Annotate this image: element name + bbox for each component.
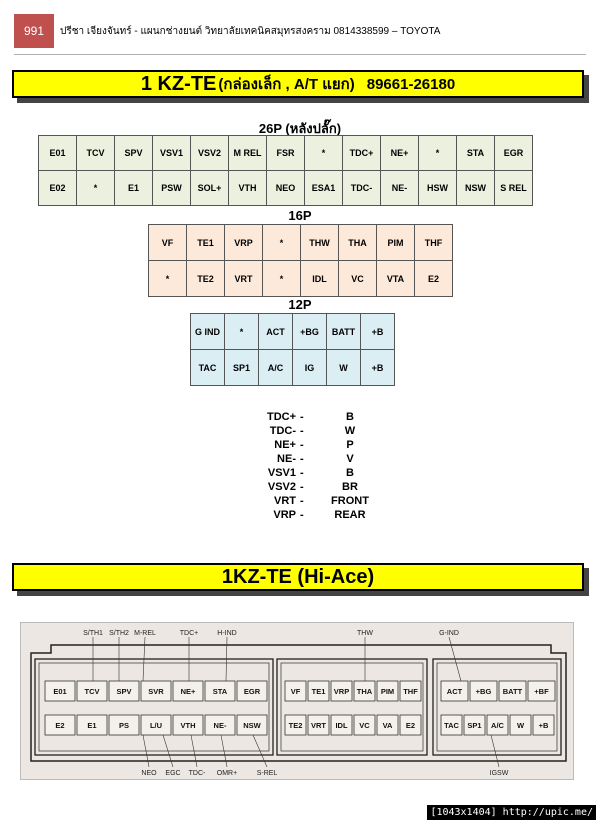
diagram-pin-label: SP1 xyxy=(467,721,482,730)
wire-color: B xyxy=(346,411,354,423)
diagram-pin-label: A/C xyxy=(491,721,504,730)
wire-pin: NE+ xyxy=(274,439,296,451)
wire-dash: - xyxy=(300,411,304,423)
diagram-callout-label: NEO xyxy=(141,770,157,777)
connector12-pin-cell: ACT xyxy=(259,314,293,350)
connector12-row xyxy=(191,350,395,386)
diagram-pin-label: THA xyxy=(356,687,373,696)
diagram-pin-label: PS xyxy=(118,721,130,730)
hiace-banner xyxy=(12,563,584,591)
wire-pin: TDC+ xyxy=(266,411,296,423)
connector16-pin-cell: E2 xyxy=(415,261,453,297)
connector16-pin-cell: THW xyxy=(301,225,339,261)
connector26-pin-cell: VTH xyxy=(229,171,267,206)
connector26-pin-cell: SOL+ xyxy=(191,171,229,206)
connector26-table xyxy=(38,135,533,206)
page-number-badge: 991 xyxy=(14,14,54,48)
connector12-pin-cell: G IND xyxy=(191,314,225,350)
diagram-pin-label: NSW xyxy=(243,721,261,730)
connector26-row xyxy=(39,171,533,206)
connector16-title: 16P xyxy=(288,208,312,223)
diagram-pin-label: VTH xyxy=(180,721,196,730)
wire-color-row xyxy=(240,466,380,480)
connector26-pin-cell: * xyxy=(77,171,115,206)
wire-dash: - xyxy=(300,495,304,507)
wire-color: B xyxy=(346,467,354,479)
wire-color-row xyxy=(240,424,380,438)
connector16-pin-cell: TE2 xyxy=(187,261,225,297)
header-text: ปรีชา เจียงจันทร์ - แผนกช่างยนต์ วิทยาลัยเทคนิคสมุทรสงคราม 0814338599 – TOYOTA xyxy=(60,26,441,37)
diagram-pin-label: VRP xyxy=(333,687,350,696)
wire-dash: - xyxy=(300,425,304,437)
connector26-pin-cell: M REL xyxy=(229,136,267,171)
wire-dash: - xyxy=(300,481,304,493)
connector16-pin-cell: THA xyxy=(339,225,377,261)
connector16-pin-cell: VF xyxy=(149,225,187,261)
diagram-pin-label: +BF xyxy=(534,687,549,696)
diagram-pin-label: IDL xyxy=(335,721,348,730)
diagram-callout-label: IGSW xyxy=(489,770,509,777)
diagram-pin-label: SVR xyxy=(148,687,164,696)
wire-color-list xyxy=(240,410,380,522)
diagram-pin-label: W xyxy=(516,721,525,730)
connector26-pin-cell: * xyxy=(419,136,457,171)
connector12-pin-cell: SP1 xyxy=(225,350,259,386)
connector16-pin-cell: TE1 xyxy=(187,225,225,261)
diagram-callout-label: G-IND xyxy=(439,630,459,637)
connector26-pin-cell: E02 xyxy=(39,171,77,206)
wire-pin: NE- xyxy=(277,453,296,465)
connector-diagram xyxy=(20,622,574,780)
connector26-pin-cell: * xyxy=(305,136,343,171)
connector12-row xyxy=(191,314,395,350)
wire-color: REAR xyxy=(334,509,366,521)
wire-color-row xyxy=(240,494,380,508)
connector16-pin-cell: VTA xyxy=(377,261,415,297)
wire-pin: VSV2 xyxy=(267,481,296,493)
connector16-pin-cell: * xyxy=(263,261,301,297)
diagram-pin-label: VF xyxy=(290,687,301,696)
connector26-pin-cell: ESA1 xyxy=(305,171,343,206)
diagram-pin-label: STA xyxy=(212,687,228,696)
connector26-pin-cell: HSW xyxy=(419,171,457,206)
diagram-pin-label: +BG xyxy=(475,687,492,696)
diagram-callout-label: TDC- xyxy=(188,770,206,777)
connector16-pin-cell: VRP xyxy=(225,225,263,261)
connector26-pin-cell: TDC- xyxy=(343,171,381,206)
wire-color: V xyxy=(346,453,354,465)
diagram-pin-label: VA xyxy=(382,721,393,730)
connector12-pin-cell: IG xyxy=(293,350,327,386)
model-banner xyxy=(12,70,584,98)
connector16-pin-cell: VRT xyxy=(225,261,263,297)
connector26-pin-cell: TDC+ xyxy=(343,136,381,171)
wire-pin: VRT xyxy=(274,495,296,507)
diagram-pin-label: BATT xyxy=(502,687,523,696)
wire-dash: - xyxy=(300,439,304,451)
diagram-pin-label: TCV xyxy=(84,687,100,696)
diagram-pin-label: TAC xyxy=(444,721,459,730)
diagram-pin-label: ACT xyxy=(446,687,463,696)
diagram-pin-label: SPV xyxy=(116,687,132,696)
diagram-callout-label: H-IND xyxy=(217,630,237,637)
wire-dash: - xyxy=(300,467,304,479)
connector16-pin-cell: IDL xyxy=(301,261,339,297)
diagram-pin-label: E01 xyxy=(53,687,67,696)
diagram-pin-label: E1 xyxy=(87,721,97,730)
wire-dash: - xyxy=(300,453,304,465)
connector26-pin-cell: PSW xyxy=(153,171,191,206)
diagram-callout-label: S/TH2 xyxy=(109,630,129,637)
connector12-pin-cell: BATT xyxy=(327,314,361,350)
connector-drawing xyxy=(21,623,573,779)
diagram-pin-label: TE1 xyxy=(311,687,326,696)
diagram-pin-label: PIM xyxy=(380,687,395,696)
connector16-pin-cell: * xyxy=(149,261,187,297)
wire-color-row xyxy=(240,508,380,522)
diagram-pin-label: E2 xyxy=(405,721,416,730)
connector26-pin-cell: FSR xyxy=(267,136,305,171)
connector26-pin-cell: VSV2 xyxy=(191,136,229,171)
wire-pin: VSV1 xyxy=(267,467,296,479)
diagram-pin-label: NE+ xyxy=(180,687,196,696)
diagram-pin-label: THF xyxy=(403,687,418,696)
diagram-callout-label: EGC xyxy=(165,770,181,777)
diagram-callout-label: S/TH1 xyxy=(83,630,103,637)
part-number: 89661-26180 xyxy=(366,75,456,93)
connector16-pin-cell: VC xyxy=(339,261,377,297)
connector26-pin-cell: E1 xyxy=(115,171,153,206)
model-name: 1 KZ-TE xyxy=(140,72,217,95)
diagram-pin-label: TE2 xyxy=(288,721,303,730)
wire-color: P xyxy=(346,439,354,451)
connector16-row xyxy=(149,261,453,297)
connector12-table xyxy=(190,313,395,386)
connector26-pin-cell: EGR xyxy=(495,136,533,171)
connector26-row xyxy=(39,136,533,171)
connector26-pin-cell: VSV1 xyxy=(153,136,191,171)
wire-color-row xyxy=(240,480,380,494)
connector26-title: 26P (หลังปลั๊ก) xyxy=(258,121,342,136)
hiace-title: 1KZ-TE (Hi-Ace) xyxy=(221,565,375,588)
connector26-pin-cell: NEO xyxy=(267,171,305,206)
wire-color-row xyxy=(240,410,380,424)
connector12-pin-cell: TAC xyxy=(191,350,225,386)
diagram-pin-label: VRT xyxy=(311,721,326,730)
diagram-callout-label: THW xyxy=(357,630,373,637)
diagram-callout-label: TDC+ xyxy=(179,630,199,637)
diagram-callout-label: S-REL xyxy=(256,770,278,777)
connector12-title: 12P xyxy=(288,297,312,312)
connector16-pin-cell: PIM xyxy=(377,225,415,261)
wire-color-row xyxy=(240,452,380,466)
connector26-pin-cell: TCV xyxy=(77,136,115,171)
wire-pin: VRP xyxy=(273,509,296,521)
connector26-pin-cell: NE- xyxy=(381,171,419,206)
diagram-pin-label: +B xyxy=(538,721,549,730)
connector16-pin-cell: THF xyxy=(415,225,453,261)
diagram-pin-label: EGR xyxy=(243,687,261,696)
connector26-pin-cell: STA xyxy=(457,136,495,171)
diagram-pin-label: E2 xyxy=(55,721,65,730)
diagram-callout-label: M-REL xyxy=(134,630,156,637)
connector26-pin-cell: S REL xyxy=(495,171,533,206)
connector12-pin-cell: * xyxy=(225,314,259,350)
connector16-pin-cell: * xyxy=(263,225,301,261)
model-detail: (กล่องเล็ก , A/T แยก) xyxy=(218,76,355,93)
connector16-row xyxy=(149,225,453,261)
diagram-callout-label: OMR+ xyxy=(216,770,238,777)
connector12-pin-cell: +B xyxy=(361,314,395,350)
connector12-pin-cell: +B xyxy=(361,350,395,386)
diagram-pin-label: L/U xyxy=(149,721,163,730)
wire-dash: - xyxy=(300,509,304,521)
connector12-pin-cell: W xyxy=(327,350,361,386)
wire-color-row xyxy=(240,438,380,452)
connector26-pin-cell: SPV xyxy=(115,136,153,171)
header-divider xyxy=(14,54,586,55)
image-host-footer: [1043x1404] http://upic.me/ xyxy=(427,805,596,820)
connector16-table xyxy=(148,224,453,297)
connector12-pin-cell: +BG xyxy=(293,314,327,350)
diagram-pin-label: VC xyxy=(359,721,370,730)
connector26-pin-cell: NE+ xyxy=(381,136,419,171)
connector26-pin-cell: E01 xyxy=(39,136,77,171)
connector26-pin-cell: NSW xyxy=(457,171,495,206)
wire-color: BR xyxy=(342,481,358,493)
diagram-pin-label: NE- xyxy=(213,721,227,730)
wire-color: W xyxy=(344,425,356,437)
wire-color: FRONT xyxy=(331,495,369,507)
wire-pin: TDC- xyxy=(269,425,296,437)
connector12-pin-cell: A/C xyxy=(259,350,293,386)
